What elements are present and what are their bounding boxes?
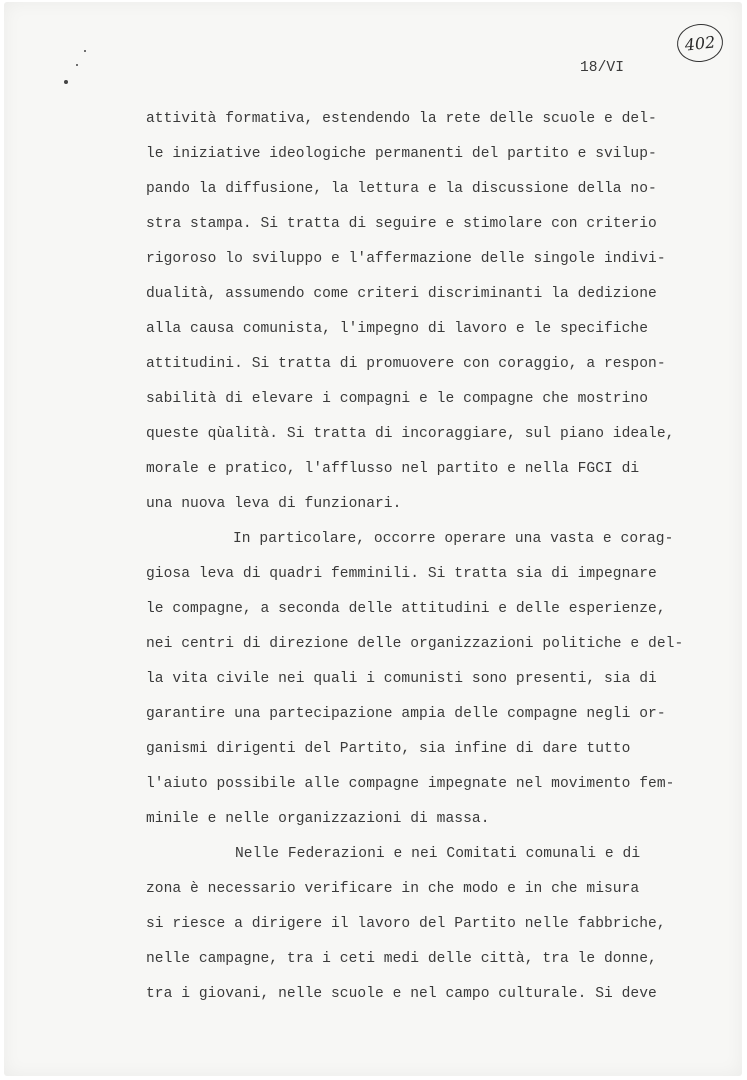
text-line: alla causa comunista, l'impegno di lavoro e le specifiche bbox=[146, 321, 649, 337]
text-line: si riesce a dirigere il lavoro del Partito nelle fabbriche, bbox=[146, 916, 666, 932]
text-line: minile e nelle organizzazioni di massa. bbox=[146, 811, 490, 827]
text-line: attività formativa, estendendo la rete delle scuole e del- bbox=[146, 111, 657, 127]
text-line: sabilità di elevare i compagni e le compagne che mostrino bbox=[146, 391, 649, 407]
text-line: l'aiuto possibile alle compagne impegnate nel movimento fem- bbox=[146, 776, 675, 792]
text-line: morale e pratico, l'afflusso nel partito e nella FGCI di bbox=[146, 461, 640, 477]
text-line: la vita civile nei quali i comunisti sono presenti, sia di bbox=[146, 671, 657, 687]
text-line: queste qùalità. Si tratta di incoraggiare, sul piano ideale, bbox=[146, 426, 675, 442]
text-line: dualità, assumendo come criteri discriminanti la dedizione bbox=[146, 286, 657, 302]
text-line: tra i giovani, nelle scuole e nel campo culturale. Si deve bbox=[146, 986, 657, 1002]
page-number: 18/VI bbox=[580, 60, 625, 76]
ink-speck bbox=[64, 80, 68, 84]
text-line: le compagne, a seconda delle attitudini e delle esperienze, bbox=[146, 601, 666, 617]
text-line: attitudini. Si tratta di promuovere con coraggio, a respon- bbox=[146, 356, 666, 372]
text-line: stra stampa. Si tratta di seguire e stimolare con criterio bbox=[146, 216, 657, 232]
text-line: pando la diffusione, la lettura e la discussione della no- bbox=[146, 181, 657, 197]
text-line: rigoroso lo sviluppo e l'affermazione delle singole indivi- bbox=[146, 251, 666, 267]
text-line: ganismi dirigenti del Partito, sia infine di dare tutto bbox=[146, 741, 631, 757]
text-line: le iniziative ideologiche permanenti del partito e svilup- bbox=[146, 146, 657, 162]
text-line: zona è necessario verificare in che modo e in che misura bbox=[146, 881, 640, 897]
paragraph-start: In particolare, occorre operare una vasta e corag- bbox=[233, 531, 674, 547]
paragraph-start: Nelle Federazioni e nei Comitati comunali e di bbox=[235, 846, 641, 862]
text-line: nei centri di direzione delle organizzazioni politiche e del- bbox=[146, 636, 684, 652]
text-line: una nuova leva di funzionari. bbox=[146, 496, 402, 512]
ink-speck bbox=[84, 50, 86, 52]
archive-number-stamp: 402 bbox=[675, 22, 725, 65]
text-line: nelle campagne, tra i ceti medi delle città, tra le donne, bbox=[146, 951, 657, 967]
ink-speck bbox=[76, 64, 78, 66]
text-line: garantire una partecipazione ampia delle compagne negli or- bbox=[146, 706, 666, 722]
text-line: giosa leva di quadri femminili. Si tratta sia di impegnare bbox=[146, 566, 657, 582]
